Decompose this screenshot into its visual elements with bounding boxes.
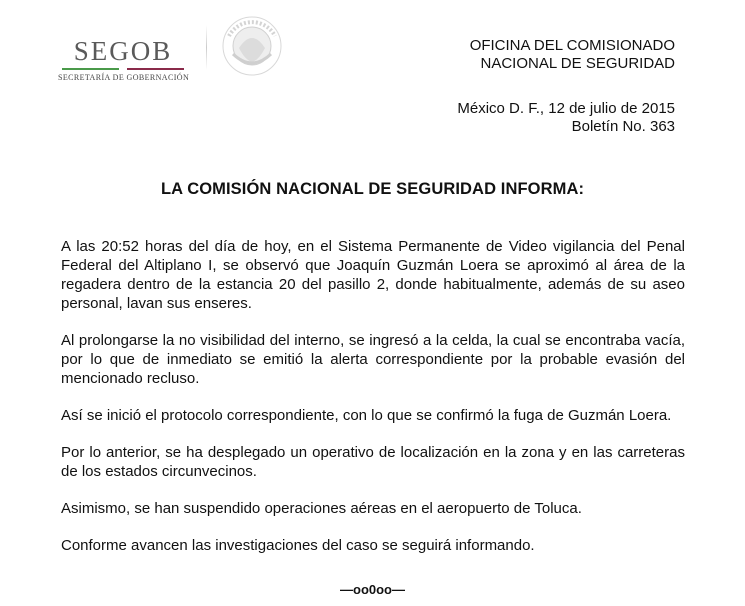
date-line: México D. F., 12 de julio de 2015 — [457, 100, 675, 117]
paragraph: Por lo anterior, se ha desplegado un operativo de localización en la zona y en las carreteras de los estados circunvecinos. — [61, 444, 685, 480]
paragraph: Así se inició el protocolo correspondiente, con lo que se confirmó la fuga de Guzmán Loera. — [61, 407, 672, 424]
bulletin-number: Boletín No. 363 — [571, 118, 675, 135]
logo-subtitle: SECRETARÍA DE GOBERNACIÓN — [58, 72, 190, 82]
logo-divider — [206, 25, 207, 70]
logo-wordmark: SEGOB — [73, 36, 173, 66]
paragraph: Conforme avancen las investigaciones del caso se seguirá informando. — [61, 537, 535, 554]
paragraph: Al prolongarse la no visibilidad del interno, se ingresó a la celda, la cual se encontraba vacía, por lo que de inmediato se emitió la alerta correspondiente por la probable evasión del mencionado recluso. — [61, 332, 685, 387]
office-line-1: OFICINA DEL COMISIONADO — [469, 37, 675, 54]
paragraph: A las 20:52 horas del día de hoy, en el Sistema Permanente de Video vigilancia del Penal Federal del Altiplano I, se observó que Joaquín Guzmán Loera se aproximó al área de la regadera dentro de la estancia 20 del pasillo 2, donde habitualmente, además de su aseo personal, lavan sus enseres. — [61, 238, 685, 312]
coat-of-arms-seal-icon — [219, 6, 285, 82]
red-line — [127, 68, 184, 70]
document-body — [61, 237, 685, 573]
office-line-2: NACIONAL DE SEGURIDAD — [480, 55, 675, 72]
paragraph: Asimismo, se han suspendido operaciones aéreas en el aeropuerto de Toluca. — [61, 500, 582, 517]
document-title: LA COMISIÓN NACIONAL DE SEGURIDAD INFORMA: — [160, 180, 585, 198]
logo-color-lines — [58, 68, 188, 70]
date-block — [457, 100, 675, 136]
green-line — [62, 68, 119, 70]
segob-logo — [58, 36, 188, 82]
closing-mark: —oo0oo— — [340, 582, 405, 597]
office-name — [470, 37, 675, 73]
